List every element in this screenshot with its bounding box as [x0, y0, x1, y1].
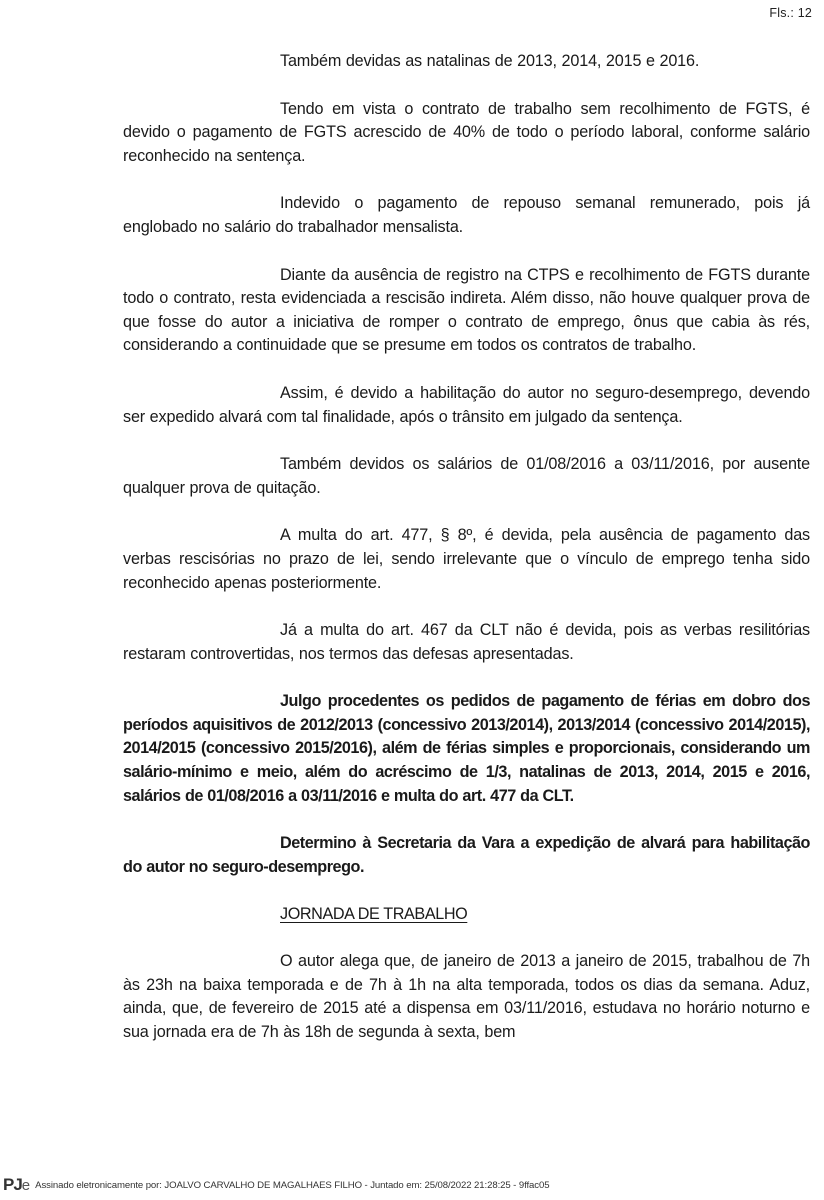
- signature-footer: [3, 1175, 549, 1195]
- paragraph-seguro-desemprego: Assim, é devido a habilitação do autor no seguro-desemprego, devendo ser expedido alvará com tal finalidade, após o trânsito em julgado da sentença.: [123, 383, 810, 426]
- pje-logo-icon: PJ: [3, 1175, 22, 1194]
- paragraph-jornada: O autor alega que, de janeiro de 2013 a janeiro de 2015, trabalhou de 7h às 23h na baixa temporada e de 7h à 1h na alta temporada, todos os dias da semana. Aduz, ainda, que, de fevereiro de 2015 até a dispensa em 03/11/2016, estudava no horário noturno e sua jornada era de 7h às 18h de segunda à sexta, bem: [123, 952, 810, 1041]
- paragraph-natalinas: Também devidas as natalinas de 2013, 2014, 2015 e 2016.: [280, 52, 700, 70]
- paragraph-salarios: Também devidos os salários de 01/08/2016 a 03/11/2016, por ausente qualquer prova de quitação.: [123, 455, 810, 497]
- section-heading: JORNADA DE TRABALHO: [280, 905, 468, 924]
- paragraph-repouso-semanal: Indevido o pagamento de repouso semanal remunerado, pois já englobado no salário do trabalhador mensalista.: [123, 194, 810, 236]
- paragraph-multa-477: A multa do art. 477, § 8º, é devida, pela ausência de pagamento das verbas rescisórias no prazo de lei, sendo irrelevante que o vínculo de emprego tenha sido reconhecido apenas posteriormente.: [123, 526, 810, 592]
- paragraph-fgts: Tendo em vista o contrato de trabalho sem recolhimento de FGTS, é devido o pagamento de FGTS acrescido de 40% de todo o período laboral, conforme salário reconhecido na sentença.: [123, 99, 810, 165]
- document-body: [123, 50, 810, 1068]
- pje-logo: PJe: [3, 1175, 30, 1194]
- electronic-signature: Assinado eletronicamente por: JOALVO CARVALHO DE MAGALHAES FILHO - Juntado em: 25/08/2022 21:28:25 - 9ffac05: [35, 1179, 550, 1191]
- page-number: Fls.: 12: [769, 6, 812, 20]
- decision-paragraph-alvara: Determino à Secretaria da Vara a expedição de alvará para habilitação do autor no seguro-desemprego.: [123, 834, 810, 876]
- decision-paragraph-procedentes: Julgo procedentes os pedidos de pagamento de férias em dobro dos períodos aquisitivos de 2012/2013 (concessivo 2013/2014), 2013/2014 (concessivo 2014/2015), 2014/2015 (concessivo 2015/2016), além de férias simples e proporcionais, considerando um salário-mínimo e meio, além do acréscimo de 1/3, natalinas de 2013, 2014, 2015 e 2016, salários de 01/08/2016 a 03/11/2016 e multa do art. 477 da CLT.: [123, 692, 810, 805]
- paragraph-rescisao-indireta: Diante da ausência de registro na CTPS e recolhimento de FGTS durante todo o contrato, resta evidenciada a rescisão indireta. Além disso, não houve qualquer prova de que fosse do autor a iniciativa de romper o contrato de emprego, ônus que cabia às rés, considerando a continuidade que se presume em todos os contratos de trabalho.: [123, 265, 810, 355]
- paragraph-multa-467: Já a multa do art. 467 da CLT não é devida, pois as verbas resilitórias restaram controvertidas, nos termos das defesas apresentadas.: [123, 621, 810, 663]
